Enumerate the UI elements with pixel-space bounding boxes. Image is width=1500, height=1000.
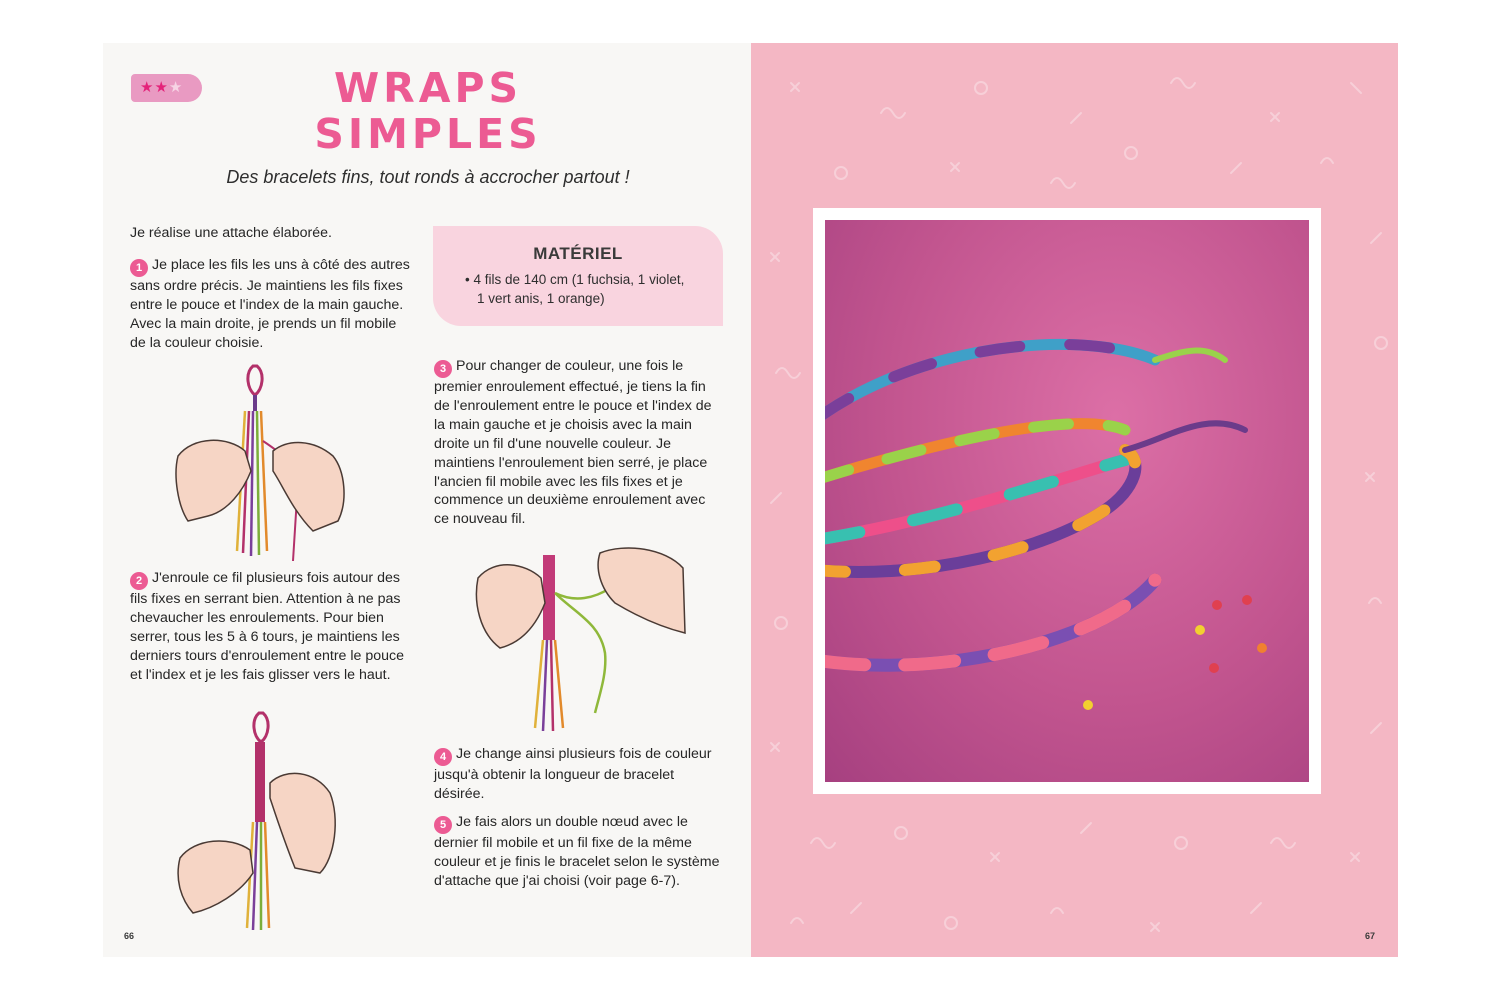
materials-box (433, 226, 723, 326)
illustration-step-2 (175, 708, 345, 933)
materials-line-2: 1 vert anis, 1 orange) (477, 291, 605, 306)
step-3-text: Pour changer de couleur, une fois le premier enroulement effectué, je tiens la fin de l'enroulement entre le pouce et l'index de la main gauche et je choisis avec la main droite un fil d'une nouvelle couleur. Je maintiens l'enroulement bien serré, je place l'ancien fil mobile avec les fils fixes et je commence un deuxième enroulement avec ce nouveau fil. (434, 358, 712, 528)
step-5-number: 5 (434, 816, 452, 834)
hands-illustration-2 (178, 713, 335, 930)
page-title (293, 65, 563, 157)
step-3-number: 3 (434, 360, 452, 378)
hands-illustration-1 (176, 366, 344, 561)
step-5 (434, 813, 724, 891)
title-line-1: WRAPS (333, 64, 523, 112)
step-4-number: 4 (434, 748, 452, 766)
materials-item (465, 270, 710, 308)
step-4 (434, 745, 724, 804)
page-subtitle: Des bracelets fins, tout ronds à accrocher partout ! (226, 167, 630, 187)
step-5-text: Je fais alors un double nœud avec le dernier fil mobile et un fil fixe de la même couleur et je finis le bracelet selon le système d'attache que j'ai choisi (voir page 6-7). (434, 814, 720, 889)
photo-frame (813, 208, 1321, 794)
title-line-2: SIMPLES (314, 110, 542, 158)
difficulty-stars-filled: ★★ (140, 79, 169, 96)
difficulty-badge (131, 74, 202, 102)
left-page (103, 43, 751, 957)
step-2 (130, 569, 412, 685)
page-number-right: 67 (1365, 931, 1376, 941)
step-1-number: 1 (130, 259, 148, 277)
materials-line-1: • 4 fils de 140 cm (1 fuchsia, 1 violet, (465, 272, 685, 287)
difficulty-star-empty: ★ (168, 79, 184, 96)
step-4-text: Je change ainsi plusieurs fois de couleur jusqu'à obtenir la longueur de bracelet désirée. (434, 746, 712, 802)
page-number-left: 66 (124, 931, 135, 941)
step-2-number: 2 (130, 572, 148, 590)
bracelets-illustration (825, 220, 1309, 782)
bracelets-photo (825, 220, 1309, 782)
intro-text: Je réalise une attache élaborée. (130, 225, 332, 241)
materials-title: MATÉRIEL (533, 244, 623, 263)
step-2-text: J'enroule ce fil plusieurs fois autour des fils fixes en serrant bien. Attention à ne pas chevaucher les enroulements. Pour bien serrer, tous les 5 à 6 tours, je maintiens les derniers tours d'enroulement entre le pouce et l'index et je les fais glisser vers le haut. (130, 570, 405, 683)
illustration-step-1 (173, 361, 353, 566)
right-page (751, 43, 1398, 957)
step-3 (434, 357, 724, 529)
step-1-text: Je place les fils les uns à côté des autres sans ordre précis. Je maintiens les fils fixes entre le pouce et l'index de la main gauche. Avec la main droite, je prends un fil mobile de la couleur choisie. (130, 257, 410, 351)
illustration-step-3 (475, 543, 690, 733)
step-1 (130, 256, 412, 353)
hands-illustration-3 (476, 548, 685, 731)
